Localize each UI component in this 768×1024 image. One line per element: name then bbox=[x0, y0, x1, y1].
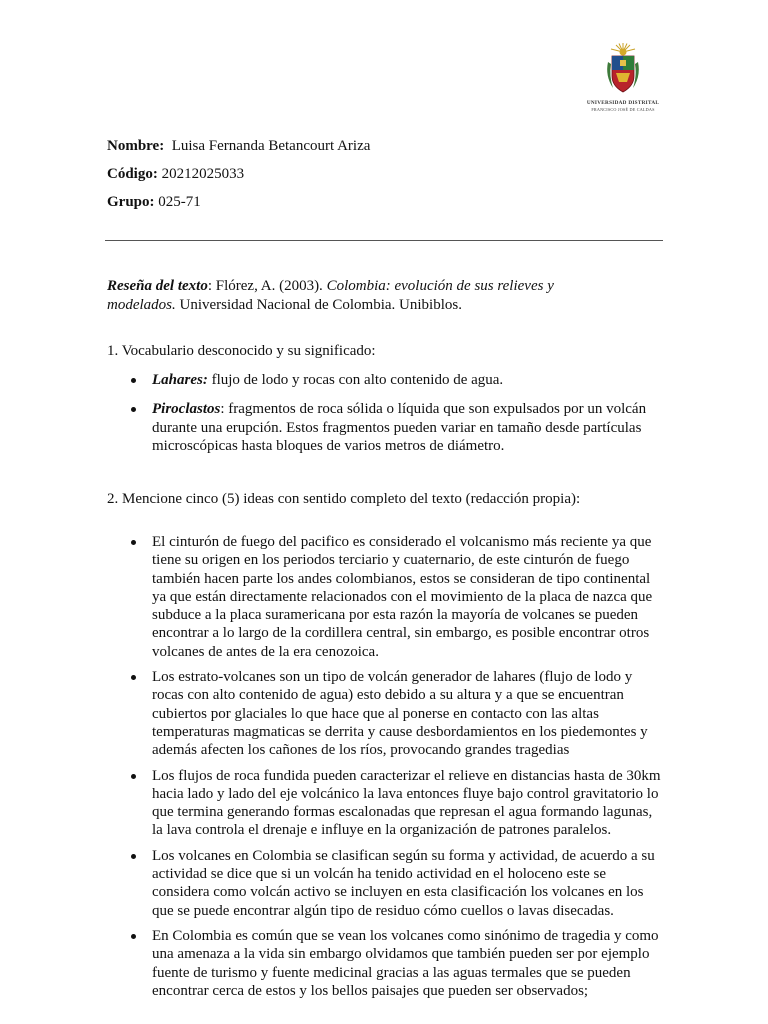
list-item: El cinturón de fuego del pacifico es considerado el volcanismo más reciente ya que tiene su origen en los periodos terciario y cuaternario, de este cinturón de fuego también hacen parte los andes colombianos, estos se consideran de tipo continental ya que están directamente relacionados con el movimiento de la placa de nazca que subduce a la placa suramericana por esta razón la mayoría de volcanes se pueden encontrar a lo largo de la cordillera central, sin embargo, es posible encontrar otros volcanes de antes de la era cenozoica. bbox=[107, 533, 663, 661]
list-item: Los estrato-volcanes son un tipo de volcán generador de lahares (flujo de lodo y rocas con alto contenido de agua) esto debido a su altura y a que se encuentran cubiertos por glaciales lo que hace que al ponerse en contacto con las altas temperaturas magmaticas se derrita y cause desbordamientos en los piedemontes y además afecten los cañones de los ríos, provocando grandes tragedias bbox=[107, 668, 663, 759]
horizontal-rule bbox=[105, 240, 663, 241]
vocab-definition: : fragmentos de roca sólida o líquida que son expulsados por un volcán durante una erupción. Estos fragmentos pueden variar en tamaño desde partículas microscópicas hasta bloques de varios metros de diámetro. bbox=[152, 401, 647, 454]
group-label: Grupo: bbox=[107, 194, 155, 210]
name-value: Luisa Fernanda Betancourt Ariza bbox=[171, 138, 371, 154]
vocab-term: Lahares: bbox=[152, 372, 208, 388]
university-crest-icon bbox=[605, 42, 641, 100]
text-review bbox=[107, 277, 577, 315]
code-label: Código: bbox=[107, 166, 158, 182]
list-item bbox=[107, 400, 663, 455]
vocab-term: Piroclastos bbox=[152, 401, 221, 418]
student-name bbox=[107, 137, 370, 155]
list-item: En Colombia es común que se vean los volcanes como sinónimo de tragedia y como una amenaza a la vida sin embargo olvidamos que también pueden ser por ejemplo fuente de turismo y fuente medicinal gracias a las aguas termales que se pueden encontrar cerca de estos y los bellos paisajes que pueden ser observados; bbox=[107, 927, 663, 1000]
section-vocabulary-title: 1. Vocabulario desconocido y su significado: bbox=[107, 343, 376, 359]
name-label: Nombre: bbox=[107, 138, 165, 154]
review-publisher: Universidad Nacional de Colombia. Unibiblos. bbox=[175, 297, 462, 313]
logo-text-founder: FRANCISCO JOSÉ DE CALDAS bbox=[591, 107, 655, 113]
ideas-list bbox=[107, 533, 663, 1007]
university-logo bbox=[583, 42, 663, 116]
list-item bbox=[107, 371, 663, 389]
review-label: Reseña del texto bbox=[107, 278, 208, 294]
student-group bbox=[107, 193, 201, 211]
group-value: 025-71 bbox=[158, 194, 201, 210]
review-title: Colombia: evolución de sus relieves y modelados. bbox=[107, 278, 554, 313]
section-ideas-title: 2. Mencione cinco (5) ideas con sentido completo del texto (redacción propia): bbox=[107, 491, 581, 507]
logo-text-university: UNIVERSIDAD DISTRITAL bbox=[586, 100, 660, 106]
code-value: 20212025033 bbox=[161, 166, 245, 182]
vocabulary-list bbox=[107, 371, 663, 466]
student-code bbox=[107, 165, 244, 183]
list-item: Los flujos de roca fundida pueden caracterizar el relieve en distancias hasta de 30km hacia lado y lado del eje volcánico la lava entonces fluye bajo control gravitatorio lo que termina generando formas escalonadas que represan el agua formando lagunas, la lava controla el drenaje e influye en la organización de patrones paralelos. bbox=[107, 767, 663, 840]
vocab-definition: flujo de lodo y rocas con alto contenido de agua. bbox=[207, 372, 504, 388]
list-item: Los volcanes en Colombia se clasifican según su forma y actividad, de acuerdo a su actividad se dice que si un volcán ha tenido actividad en el holoceno este se considera como volcán activo se incluyen en esta clasificación los volcanes en los que se puede encontrar algún tipo de residuo cómo cuellos o lavas disecadas. bbox=[107, 847, 663, 920]
review-author: : Flórez, A. (2003). bbox=[207, 278, 327, 294]
